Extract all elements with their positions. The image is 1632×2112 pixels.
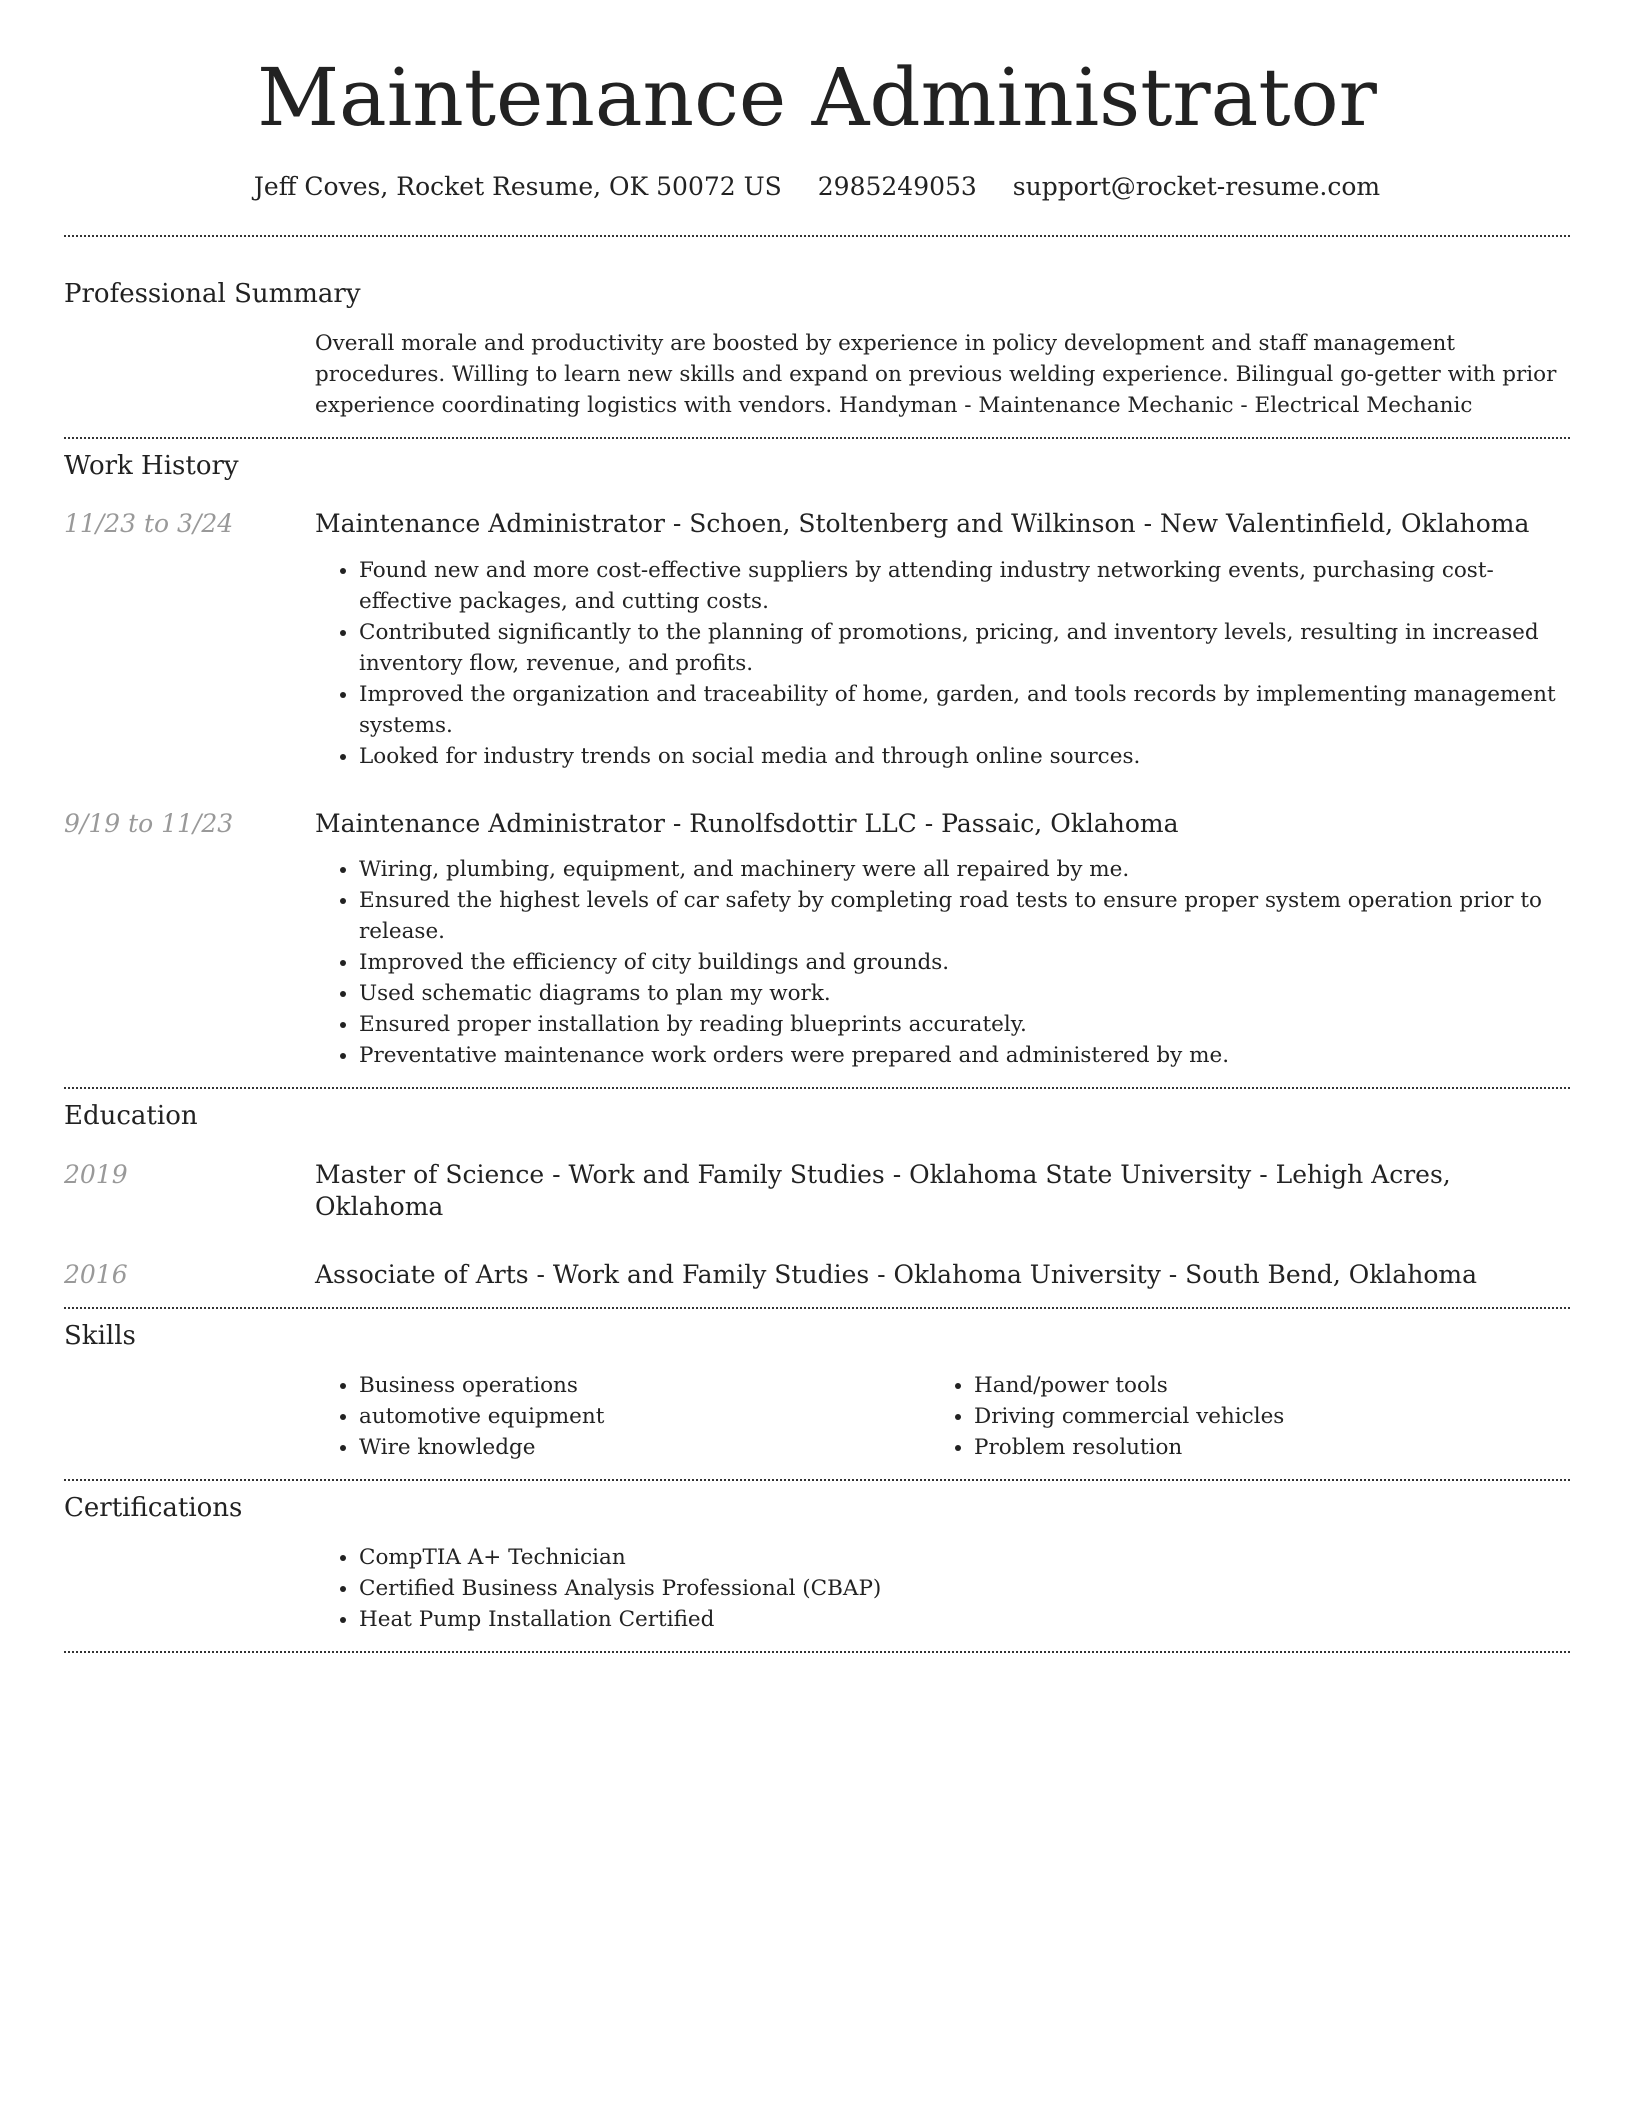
education-year: 2016 bbox=[64, 1259, 128, 1289]
resume-page bbox=[64, 0, 1570, 1653]
job-details: - Runolfsdottir LLC - Passaic, Oklahoma bbox=[664, 808, 1179, 838]
summary-row bbox=[64, 328, 1570, 421]
job-title bbox=[315, 508, 1570, 541]
header-divider bbox=[64, 235, 1570, 237]
education-details: - Oklahoma University - South Bend, Oklahoma bbox=[869, 1259, 1478, 1289]
job-entry-2 bbox=[64, 808, 1570, 1072]
education-title-line bbox=[315, 1259, 1570, 1292]
job-entry-1 bbox=[64, 508, 1570, 772]
job-bullets bbox=[315, 854, 1570, 1071]
list-item: • Business operations bbox=[359, 1370, 930, 1401]
job-title bbox=[315, 808, 1570, 841]
education-details: - Oklahoma State University - Lehigh Acres, Oklahoma bbox=[315, 1159, 1451, 1222]
skills-divider bbox=[64, 1479, 1570, 1481]
list-item: • Ensured the highest levels of car safety by completing road tests to ensure proper system operation prior to release. bbox=[359, 885, 1570, 947]
list-item: • Preventative maintenance work orders were prepared and administered by me. bbox=[359, 1040, 1570, 1071]
summary-text: Overall morale and productivity are boosted by experience in policy development and staff management procedures. Willing to learn new skills and expand on previous welding experience. Bilingual go-getter with prior experience coordinating logistics with vendors. Handyman - Maintenance Mechanic - Electrical Mechanic bbox=[315, 331, 1557, 419]
contact-line bbox=[64, 172, 1570, 202]
contact-address: Jeff Coves, Rocket Resume, OK 50072 US bbox=[253, 172, 782, 201]
skills-list-right bbox=[930, 1370, 1545, 1463]
education-entry-2 bbox=[64, 1259, 1570, 1292]
skills-list-left bbox=[315, 1370, 930, 1463]
job-bullets bbox=[315, 555, 1570, 772]
certifications-divider bbox=[64, 1651, 1570, 1653]
skills-grid bbox=[315, 1370, 1570, 1463]
resume-name: Maintenance Administrator bbox=[257, 51, 1377, 144]
job-details: - Schoen, Stoltenberg and Wilkinson - New Valentinfield, Oklahoma bbox=[664, 509, 1530, 539]
summary-title: Professional Summary bbox=[64, 279, 361, 309]
list-item: • Looked for industry trends on social media and through online sources. bbox=[359, 741, 1570, 772]
certifications-row bbox=[64, 1542, 1570, 1635]
list-item: • Ensured proper installation by reading blueprints accurately. bbox=[359, 1009, 1570, 1040]
summary-divider bbox=[64, 437, 1570, 439]
list-item: • Certified Business Analysis Professional (CBAP) bbox=[359, 1573, 1570, 1604]
list-item: • Found new and more cost-effective suppliers by attending industry networking events, purchasing cost-effective packages, and cutting costs. bbox=[359, 555, 1570, 617]
list-item: • Improved the organization and traceability of home, garden, and tools records by implementing management systems. bbox=[359, 679, 1570, 741]
list-item: • Problem resolution bbox=[974, 1432, 1545, 1463]
certifications-list bbox=[315, 1542, 1570, 1635]
list-item: • Heat Pump Installation Certified bbox=[359, 1604, 1570, 1635]
work-divider bbox=[64, 1087, 1570, 1089]
skills-title: Skills bbox=[64, 1321, 136, 1352]
list-item: • Improved the efficiency of city buildings and grounds. bbox=[359, 947, 1570, 978]
education-title: Education bbox=[64, 1101, 198, 1132]
list-item: • Wire knowledge bbox=[359, 1432, 930, 1463]
education-degree: Associate of Arts - Work and Family Studies bbox=[315, 1259, 870, 1289]
work-title: Work History bbox=[64, 451, 239, 482]
list-item: • automotive equipment bbox=[359, 1401, 930, 1432]
list-item: • Driving commercial vehicles bbox=[974, 1401, 1545, 1432]
list-item: • Contributed significantly to the planning of promotions, pricing, and inventory levels, resulting in increased inventory flow, revenue, and profits. bbox=[359, 617, 1570, 679]
list-item: • Used schematic diagrams to plan my work. bbox=[359, 978, 1570, 1009]
education-divider bbox=[64, 1307, 1570, 1309]
education-year: 2019 bbox=[64, 1159, 128, 1189]
list-item: • CompTIA A+ Technician bbox=[359, 1542, 1570, 1573]
contact-phone: 2985249053 bbox=[817, 172, 977, 201]
education-entry-1 bbox=[64, 1159, 1570, 1224]
education-degree: Master of Science - Work and Family Studies bbox=[315, 1159, 885, 1189]
job-dates: 9/19 to 11/23 bbox=[64, 808, 234, 838]
education-title-line bbox=[315, 1159, 1570, 1224]
skills-row bbox=[64, 1370, 1570, 1463]
certifications-title: Certifications bbox=[64, 1493, 243, 1524]
list-item: • Wiring, plumbing, equipment, and machinery were all repaired by me. bbox=[359, 854, 1570, 885]
list-item: • Hand/power tools bbox=[974, 1370, 1545, 1401]
job-role: Maintenance Administrator bbox=[315, 808, 665, 838]
contact-email: support@rocket-resume.com bbox=[1012, 172, 1381, 201]
job-dates: 11/23 to 3/24 bbox=[64, 509, 234, 539]
job-role: Maintenance Administrator bbox=[315, 509, 665, 539]
